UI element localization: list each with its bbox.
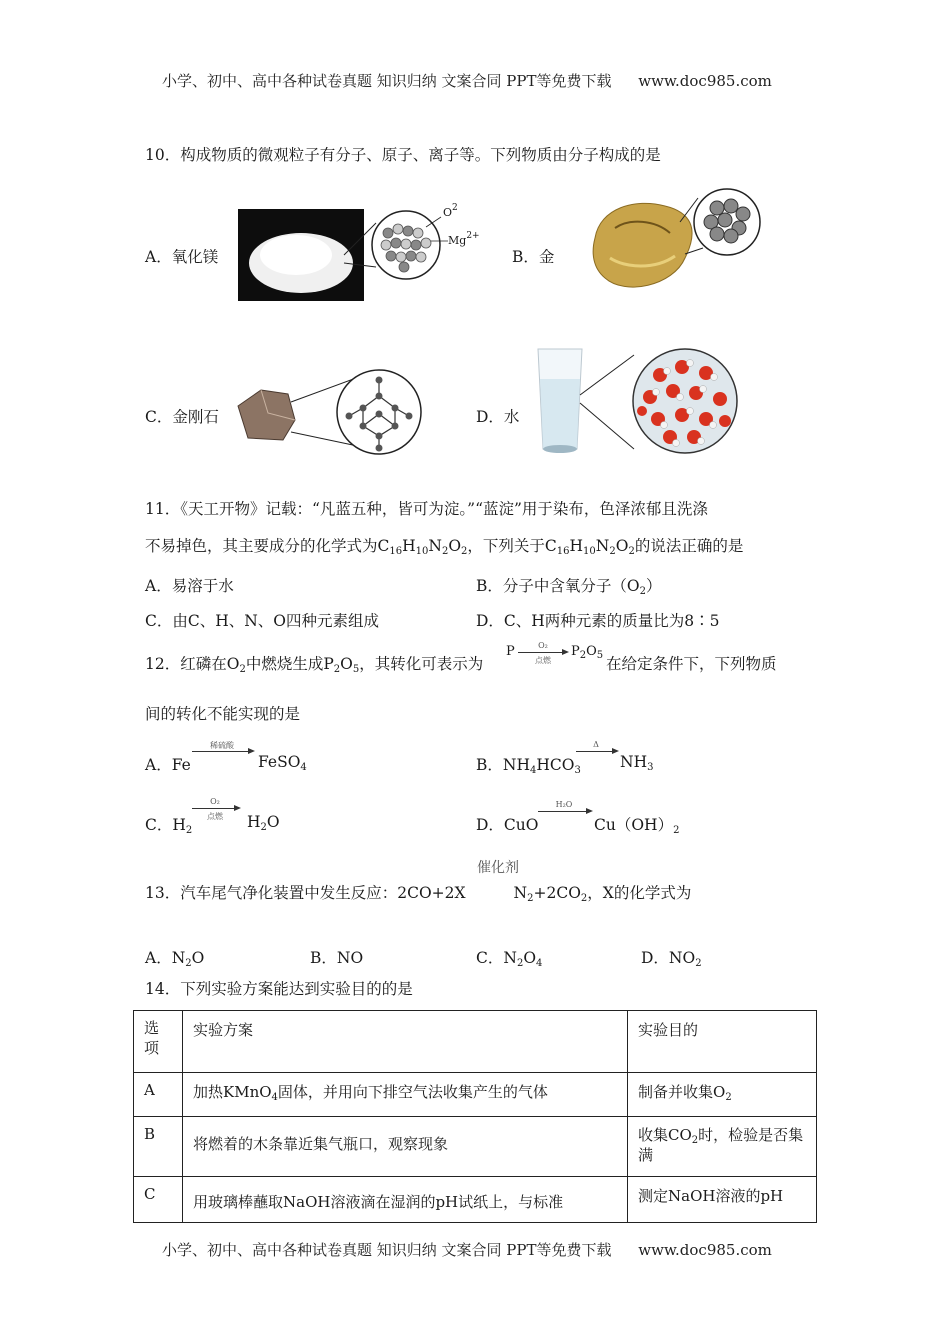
q12-option-b-right: $NH_3$	[620, 753, 654, 773]
header-plan: 实验方案	[183, 1011, 628, 1073]
row-goal: 制备并收集$O_2$	[628, 1073, 817, 1117]
row-plan: 用玻璃棒蘸取NaOH溶液滴在湿润的pH试纸上，与标准	[183, 1177, 628, 1223]
q12-option-b-condition: Δ	[593, 740, 599, 749]
q11-option-c: C．由C、H、N、O四种元素组成	[145, 612, 380, 630]
q12-option-c-condition-top: O₂	[210, 797, 220, 806]
footer-text: 小学、初中、高中各种试卷真题 知识归纳 文案合同 PPT等免费下载	[162, 1241, 612, 1259]
row-goal: 收集$CO_2$时，检验是否集满	[628, 1117, 817, 1177]
q12-expr-reactant: P	[506, 644, 515, 659]
row-option: B	[134, 1117, 183, 1177]
table-row	[134, 1073, 817, 1117]
q12-option-d-condition: H₂O	[555, 800, 573, 809]
q12-option-c-right: $H_2O$	[247, 813, 280, 833]
q12-option-a-left: A．Fe	[145, 756, 191, 774]
q13-stem: 13．汽车尾气净化装置中发生反应：2CO+2X $N_2+2CO_2$，X的化学式为	[145, 884, 692, 904]
q14-stem: 14．下列实验方案能达到实验目的的是	[145, 980, 413, 998]
q14-table	[133, 1010, 817, 1223]
row-goal: 测定NaOH溶液的pH	[628, 1177, 817, 1223]
q12-option-d-right: $Cu(OH)_2$	[594, 816, 680, 836]
water-glass-illustration	[530, 345, 750, 460]
q12-option-d-left: D．CuO	[476, 816, 539, 834]
q11-option-d: D．C、H两种元素的质量比为8∶5	[476, 612, 720, 630]
q10-stem: 10．构成物质的微观粒子有分子、原子、离子等。下列物质由分子构成的是	[145, 146, 661, 164]
header-url[interactable]: www.doc985.com	[638, 72, 772, 90]
magnesium-ion-label: $Mg^{2+}$	[448, 231, 480, 247]
magnesium-oxide-illustration	[236, 203, 476, 303]
q11-option-b: B．分子中含氧分子$(O_2)$	[476, 577, 662, 597]
q12-option-a-right: FeSO$_4$	[258, 753, 307, 773]
q12-expr-condition-bottom: 点燃	[535, 656, 551, 665]
q11-stem-line1: 11．《天工开物》记载：“凡蓝五种，皆可为淀。”“蓝淀”用于染布，色泽浓郁且洗涤	[145, 500, 708, 518]
header-text: 小学、初中、高中各种试卷真题 知识归纳 文案合同 PPT等免费下载	[162, 72, 612, 90]
row-plan: 加热KMnO$_4$固体，并用向下排空气法收集产生的气体	[183, 1073, 628, 1117]
q13-option-b: B．NO	[310, 949, 364, 967]
oxide-ion-label: $O^2$	[443, 203, 458, 219]
page-footer	[162, 1239, 772, 1260]
q12-expr-condition-top: O₂	[538, 641, 548, 650]
q13-option-a: A．$N_2O$	[145, 949, 205, 969]
diamond-illustration	[233, 368, 453, 458]
q10-option-a-label: A．氧化镁	[145, 248, 219, 266]
gold-nugget-illustration	[585, 178, 770, 303]
q11-option-a: A．易溶于水	[145, 577, 234, 595]
q10-option-b-label: B．金	[512, 248, 555, 266]
q13-option-c: C．$N_2O_4$	[476, 949, 543, 969]
table-row	[134, 1177, 817, 1223]
row-option: A	[134, 1073, 183, 1117]
q12-option-b-left: B．$NH_4HCO_3$	[476, 756, 581, 776]
page-header	[162, 70, 772, 91]
table-row	[134, 1117, 817, 1177]
q12-option-c-condition-bottom: 点燃	[207, 812, 223, 821]
q13-catalyst-label: 催化剂	[477, 860, 519, 876]
q12-option-c-left: C．$H_2$	[145, 816, 193, 836]
q12-stem-b: 在给定条件下，下列物质	[606, 655, 777, 673]
header-option: 选项	[134, 1011, 183, 1073]
q13-option-d: D．$NO_2$	[641, 949, 702, 969]
q10-option-d-label: D．水	[476, 408, 520, 426]
footer-url[interactable]: www.doc985.com	[638, 1241, 772, 1259]
q11-stem-line2: 不易掉色，其主要成分的化学式为$C_{16}H_{10}N_2O_2$，下列关于$C_{16}H_{10}N_2O_2$的说法正确的是	[145, 537, 744, 557]
q12-option-a-condition: 稀硫酸	[210, 741, 234, 750]
q10-option-c-label: C．金刚石	[145, 408, 219, 426]
row-option: C	[134, 1177, 183, 1223]
row-plan: 将燃着的木条靠近集气瓶口，观察现象	[183, 1117, 628, 1177]
table-header-row	[134, 1011, 817, 1073]
header-goal: 实验目的	[628, 1011, 817, 1073]
q12-stem-a: 12．红磷在$O_2$中燃烧生成$P_2O_5$，其转化可表示为	[145, 655, 484, 675]
q12-stem-line2: 间的转化不能实现的是	[145, 705, 301, 723]
q12-expr-product: $P_2O_5$	[571, 644, 604, 661]
